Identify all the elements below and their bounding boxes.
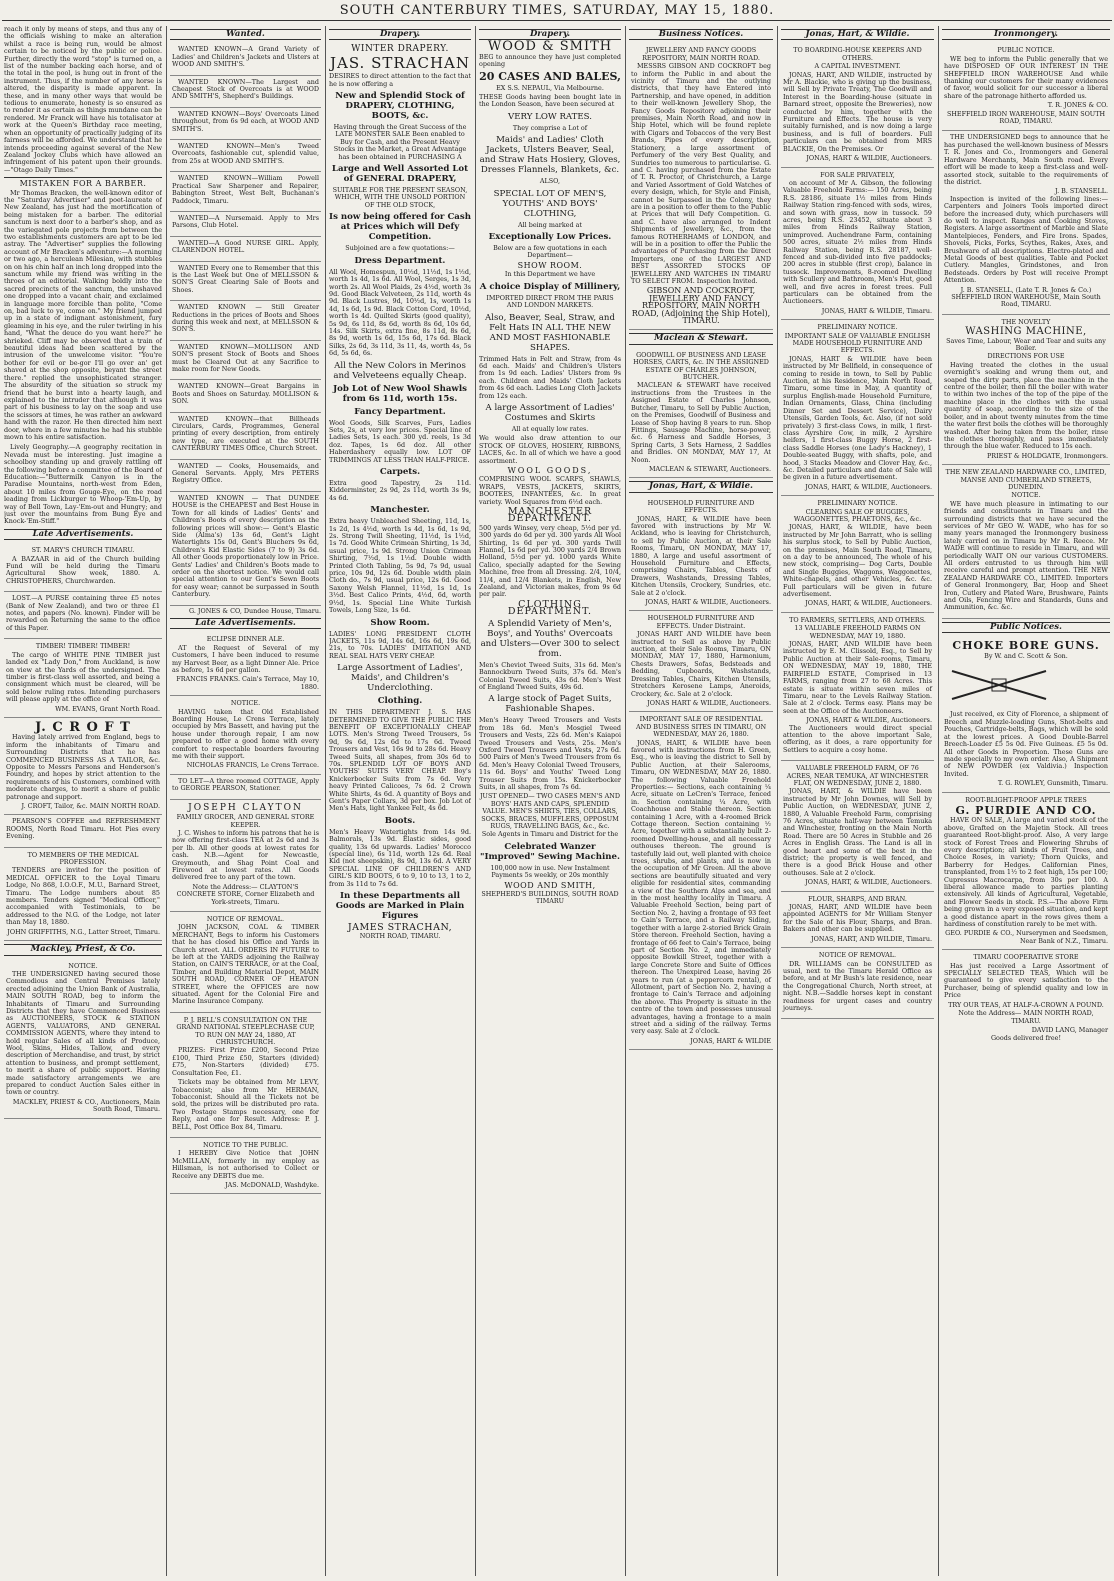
ad-headline: WOOD & SMITH [487, 39, 613, 55]
ad-headline: TRY OUR TEAS, AT HALF-A-CROWN A POUND. [948, 1000, 1104, 1009]
ad-body: WANTED—A Good NURSE GIRL. Apply, CLARENDON HOTEL. [172, 238, 319, 255]
ad-signature: JAS. McDONALD, Washdyke. [225, 1180, 319, 1189]
ad-signature: JONAS, HART, & WILDIE, Auctioneers. [805, 482, 932, 491]
wanted-ad [170, 108, 321, 140]
ad-subtitle: 13 VALUABLE FREEHOLD FARMS ON WEDNESDAY, MAY 19, 1880. [794, 624, 921, 640]
ad-body: JUST OPENED— TWO CASES MEN'S AND BOYS' HATS AND CAPS, SPLENDID VALUE. MEN'S SHIRTS, TIES, COLLARS, SOCKS, BRACES, MUFFLERS, OPPOSUM RUGS, TRAVELLING BAGS, &c., &c. [480, 792, 620, 830]
column-rule [777, 26, 778, 1576]
ad-subtitle: Saves Time, Labour, Wear and Tear and suits any Boiler. [946, 336, 1106, 353]
ad-feature: A large stock of Paget Suits, Fashionable Shapes. [488, 694, 612, 715]
ad-subtitle: FAMILY GROCER, AND GENERAL STORE KEEPER. [176, 813, 315, 829]
ad-title: JEWELLERY AND FANCY GOODS REPOSITORY, MAIN NORTH ROAD. [642, 46, 760, 62]
ad-bazaar [4, 543, 162, 592]
ad-body: TO LET—A three roomed COTTAGE, Apply to GEORGE PEARSON, Stationer. [172, 776, 319, 793]
ad-body: PEARSON'S COFFEE and REFRESHMENT ROOMS, North Road Timaru. Hot Pies every Evening. [6, 817, 160, 841]
ad-feature: Maids' and Ladies' Cloth Jackets, Ulsters Beaver, Seal, and Straw Hats Hosiery, Gloves, Dresses Flannels, Blankets, &c. [479, 135, 621, 176]
ad-removal [781, 948, 934, 1019]
ad-tolet [170, 775, 321, 800]
wanted-ad [170, 212, 321, 237]
ad-signature: JONAS, HART & WILDIE [690, 1036, 771, 1045]
wanted-ad [170, 341, 321, 381]
dept-heading: WOOL GOODS, [507, 465, 593, 475]
ad-signature: J. CROFT, Tailor, &c. MAIN NORTH ROAD. [21, 802, 160, 810]
ad-body: JONAS, HART, & WILDIE have been instructed by Mr John Downes, will Sell by Public Auction, on WEDNESDAY, JUNE 2, 1880, A Valuable Freehold Farm, comprising 76 Acres, situate half-way between Temuka and Winchester, fronting on the Main North Road. There are 50 Acres in Stubble and 26 Acres in English Grass. The Land is all in good heart and some of the best in the district; the property is well fenced, and there is a good Brick House and other outhouses. Sale at 2 o'clock. [783, 787, 932, 877]
ad-body: THE UNDERSIGNED having secured those Commodious and Central Premises lately erected adjoining the Union Bank of Australia, MAIN SOUTH ROAD, beg to inform the Inhabitants of Timaru and Surrounding Districts that they have Commenced Business as AUCTIONEERS, STOCK & STATION AGENTS, VALUATORS, AND GENERAL COMMISSION AGENTS, where they intend to hold regular Sales of all kinds of Produce, Wool, Skins, Hides, Tallow, and every description of Merchandise, and trust, by strict attention to business, and prompt settlement, to merit a share of public support. Having made satisfactory arrangements we are prepared to conduct Auction Sales either in town or country. [6, 969, 160, 1097]
ad-signature: PRIEST & HOLDGATE, Ironmongers. [986, 451, 1108, 460]
column-5 [629, 26, 773, 1576]
ad-title: FLOUR, SHARPS, AND BRAN. [808, 894, 907, 903]
wanted-list [170, 43, 321, 605]
column-rule [475, 26, 476, 1576]
ad-body: LOST.—A PURSE containing three £5 notes (Bank of New Zealand), and two or three £1 notes, and papers (No. known). Finder will be rewarded on Returning the same to the office of this Paper. [6, 594, 160, 632]
masthead: SOUTH CANTERBURY TIMES, SATURDAY, MAY 15, 1880. [339, 3, 775, 18]
dept-heading: Fancy Department. [354, 406, 446, 417]
ad-body: JONAS, HART, AND WILDIE have been appointed AGENTS for Mr William Stenyer for the Sale of his Flour, Sharps, and Bran. Bakers and other can be supplied. [783, 903, 932, 934]
column-1 [4, 26, 162, 1576]
ad-body: JONAS, HART, AND WILDIE, instructed by Mr A. Blackie, who is giving up the business, will Sell by Private Treaty, The Goodwill and Interest in the Boarding-house (situate in Barnard street, opposite the Breweries), now conducted by him, together with the Furniture and Effects. The house is very suitably furnished, and is now doing a large business, and is full of boarders. Full particulars can be obtained from MRS BLACKIE, On the Premises. Or [783, 70, 932, 153]
ad-signature: JOHN GRIFFITHS, N.G., Latter Street, Timaru. [7, 927, 160, 936]
ad-timber [4, 639, 162, 718]
ad-body: SUITABLE FOR THE PRESENT SEASON, WHICH, WITH THE UNSOLD PORTION OF THE OLD STOCK, [332, 186, 468, 209]
ad-body: TENDERS are invited for the position of MEDICAL OFFICER to the Loyal Timaru Lodge, No 868, I.O.O.F., M.U., Barnard Street, Timaru. The Lodge numbers about 85 members. Tenders signed "Medical Officer," accompanied with Testimonials, to be addressed to the N.G. of the Lodge, not later than May 18, 1880. [6, 866, 160, 927]
ad-body: In this Department we have [504, 270, 596, 279]
ad-signature: MACKLEY, PRIEST & CO., Auctioneers, Main South Road, Timaru. [12, 1097, 160, 1114]
ad-signature: WM. EVANS, Grant North Road. [55, 704, 160, 713]
wanted-ad [170, 140, 321, 172]
ad-body: THE UNDERSIGNED begs to announce that he has purchased the well-known business of Messrs T. R. Jones and Co., Ironmongers and General Hardware Merchants, Main South road. Every effort will be made to keep a first-class and well-assorted stock, suitable to the requirements of the district. [944, 133, 1108, 186]
ad-title: IMPORTANT SALE OF VALUABLE ENGLISH MADE HOUSEHOLD FURNITURE AND EFFECTS. [784, 331, 931, 355]
ad-mackley [4, 959, 162, 1119]
masthead-rule [2, 20, 1112, 21]
ad-body: WANTED KNOWN—A Grand Variety of Ladies' and Children's Jackets and Ulsters at WOOD AND SMITH'S. [172, 45, 319, 69]
ad-feature: New and Splendid Stock of DRAPERY, CLOTHING, BOOTS, &c. [335, 91, 465, 122]
ad-body: JONAS HART AND WILDIE have been instructed to Sell as above by Public auction, at their Sale Rooms, Timaru, ON MONDAY, MAY 17, 1880, Harmonium, Chests Drawers, Sofas, Bedsteads and Bedding, Cupboards, Washstands, Dressing Tables, Chairs, Kitchen Utensils, Stretchers Kerosene Lamps, Aneroids, Crockery, &c. Sale at 2 o'clock. [631, 630, 771, 698]
column-rule [938, 26, 939, 1576]
section-header: Mackley, Priest, & Co. [4, 944, 162, 955]
ad-title: TIMARU COOPERATIVE STORE [973, 953, 1079, 962]
ad-body: All at equally low rates. [511, 424, 589, 433]
ad-title: ROOT-BLIGHT-PROOF APPLE TREES [965, 795, 1087, 804]
wanted-ad [170, 380, 321, 412]
ad-address: SHEFFIELD IRON WAREHOUSE, MAIN SOUTH ROAD, TIMARU. [946, 109, 1106, 126]
ad-body: All Wool, Homespun, 10½d, 11½d, 1s 1½d, worth 1s 4d, 1s 6d. All Wool, Serges, 1s 3d, worth 2s. All Wool Plaids, 2s 4½d, worth 3s 9d. Good Black Velveteen, 2s 11d, worth 4s 9d. Black Lustres, 9d, 10½d, 1s, worth 1s 4d, 1s 6d, 1s 9d. Black Cotton Cord, 10½d, worth 1s 4d. Quilted Skirts (good quality), 5s 9d, 6s 11d, 8s 6d, worth 8s 6d, 10s 6d, 14s. Silk Skirts, extra fine, 8s 11d, 8s 6d, 8s 9d, worth 1s 6d, 15s 6d, 17s 6d. Black Silks, 2s 6d, 3s 11d, 3s 11, 4s, worth 4s, 5s 6d, 5s 6d, 6s. [329, 267, 471, 358]
ad-signature: JAMES STRACHAN, [347, 922, 453, 934]
dept-heading: Carpets. [379, 467, 421, 477]
ad-address: Note the Address— MAIN NORTH ROAD, TIMARU. [958, 1009, 1094, 1025]
ad-feature: Is now being offered for Cash at Prices which will Defy Competition. [329, 212, 471, 243]
dept-heading: Dress Department. [354, 255, 446, 266]
ad-body: Having lately arrived from England, begs to inform the inhabitants of Timaru and Surrounding Districts that he has COMMENCED BUSINESS AS A TAILOR, &c. Opposite to Messrs Parsons and Henderson's Foundry, and hopes by strict attention to the requirements of his Customers, combined with moderate charges, to merit a share of public patronage and support. [6, 733, 160, 801]
ad-headline: JAS. STRACHAN [329, 53, 471, 72]
ad-guns [942, 636, 1110, 792]
ad-address: NORTH ROAD, TIMARU. [359, 932, 441, 941]
ad-address: J. B. STANSELL, (Late T. R. Jones & Co.) SHEFFIELD IRON WAREHOUSE, Main South Road, TIMARU. [951, 285, 1101, 309]
ad-body: COMPRISING WOOL SCARFS, SHAWLS, WRAPS, VESTS, JACKETS, SKIRTS, BOOTEES, INFANTEES, &c. In great variety. Wool Squares from 6½d each. [479, 475, 621, 506]
dept-heading: SHOW ROOM. [517, 260, 583, 270]
ad-body: AT the Request of Several of my Customers, I have been induced to resume my Harvest Beer, as a light Dinner Ale. Price as before, 1s 6d per gallon. [172, 643, 319, 674]
ad-body: Trimmed Hats in Felt and Straw, from 4s 6d each. Maids' and Children's Ulsters from 1s 9d each. Ladies' Ulsters from 9s each. Children and Maids' Cloth Jackets from 4s 6d each. Ladies Long Cloth Jackets from 12s each. [479, 354, 621, 400]
ad-body: WANTED KNOWN—that Billheads Circulars, Cards, Programmes, General printing of every description, from entirely new type, are executed at the SOUTH CANTERBURY TIMES Office, Church Street. [172, 414, 319, 453]
ad-signature: JONAS, HART & WILDIE, Auctioneers. [645, 598, 771, 607]
ad-headline: J. C R O F T [35, 719, 131, 735]
ad-title: P. J. BELL'S CONSULTATION ON THE GRAND NATIONAL STEEPLECHASE CUP, TO RUN ON MAY 24, 1880, AT CHRISTCHURCH. [176, 1015, 315, 1047]
column-7 [942, 26, 1110, 1576]
ad-body: All being marked at [518, 220, 582, 229]
ad-body: HAVE ON SALE, A large and varied stock of the above, Grafted on the Majetin Stock. All trees guaranteed Root-blight-proof. Also, A very large stock of Forest Trees and Flowering Shrubs of every description; all kinds of Fruit Trees, and Choice Roses, in variety; Thorn Quicks, and Barberry for Hedges. Californian Pines, transplanted, from 1½ to 2 feet high, 15s per 100; Cupressus Macrocarpa, from 30s per 100. A liberal allowance made to parties planting extensively. All kinds of Agricultural, Vegetable, and Flower Seeds in stock. P.S.—The above Firm being grown in a very exposed situation, and kept a good distance apart in the rows gives them a hardiness of constitution rarely to be met with. [944, 816, 1108, 929]
dept-heading: Boots. [384, 815, 416, 826]
wanted-ad [170, 237, 321, 262]
ad-body: Having through the Great Success of the LATE MONSTER SALE Been enabled to Buy for Cash, and the Present Heavy Stocks in the Market, a Great Advantage has been obtained in PURCHASING A [333, 123, 467, 161]
ad-body: DR. WILLIAMS can be CONSULTED as usual, next to the Timaru Herald Office as before, and at Mr Bush's late residence, near the Congregational Church, North street, at night. N.B.—Saddle horses kept in constant readiness for urgent cases and country journeys. [783, 959, 932, 1012]
ad-title: NOTICE. [68, 961, 98, 970]
column-3 [329, 26, 471, 1576]
dept-heading: Clothing. [377, 696, 423, 707]
ad-headline: JOSEPH CLAYTON [188, 802, 303, 813]
ad-title: TIMBER! TIMBER! TIMBER! [35, 642, 131, 651]
ad-feature: Job Lot of New Wool Shawls from 6s 11d, worth 15s. [333, 383, 467, 404]
section-header: Jonas, Hart, & Wildie. [781, 29, 934, 40]
section-header: Drapery. [329, 29, 471, 40]
ad-headline: WASHING MACHINE, [965, 326, 1087, 338]
section-header: Public Notices. [942, 622, 1110, 633]
ad-english-furniture [781, 320, 934, 496]
ad-title: TO BOARDING-HOUSE KEEPERS AND OTHERS. [793, 46, 922, 62]
ad-title: ST. MARY'S CHURCH TIMARU. [31, 546, 135, 555]
ad-croft [4, 718, 162, 815]
ad-address: Note the Address:— CLAYTON'S CONCRETE STORE, Corner Elizabeth and York-streets, Timaru. [176, 882, 315, 906]
ad-signature: GIBSON AND COCKROFT, JEWELLERY AND FANCY REPOSITORY, MAIN NORTH ROAD, (Adjoining the Ship Hotel), TIMARU. [631, 286, 771, 326]
ad-address: SHEPHERD'S BUILDINGS, SOUTH ROAD TIMARU [481, 890, 619, 906]
ad-body: Having treated the clothes in the usual overnight's soaking and wrung them out, and soaped the dirty parts, place the machine in the centre of the boiler, then fill the boiler with water to within two inches of the top of the pipe of the machine place in the clothes with the usual quantity of soap, according to the size of the boiler, and in about twenty minutes from the time the water first boils the clothes will be thoroughly washed. After being taken from the boiler, rinse the clothes thoroughly, and pass immediately through the blue water. Reduced to 15s each. [944, 360, 1108, 451]
ad-signature: DAVID LANG, Manager [1031, 1025, 1108, 1034]
ad-jackson [170, 912, 321, 1013]
ad-signature: WOOD AND SMITH, [504, 880, 596, 890]
ad-feature: In these Departments all Goods are Marked in Plain Figures [335, 891, 465, 922]
ad-flour [781, 892, 934, 948]
ad-body: WANTED KNOWN—Boys' Overcoats Lined throughout, from 6s 9d each, at WOOD AND SMITH'S. [172, 109, 319, 133]
ad-body: WANTED KNOWN — Still Greater Reductions in the prices of Boots and Shoes during this week and next, at MELLSSON & SON'S. [172, 303, 319, 334]
ad-signature: G. JONES & CO, Dundee House, Timaru. [188, 606, 321, 615]
ad-title: WINTER DRAPERY. [351, 44, 449, 55]
section-header: Drapery. [479, 29, 621, 40]
section-header: Ironmongery. [942, 29, 1110, 40]
ad-title: THE NEW ZEALAND HARDWARE CO., LIMITED, MANSE AND CUMBERLAND STREETS, DUNEDIN. [945, 468, 1107, 491]
ad-note: Goods delivered free! [990, 1034, 1062, 1043]
ad-prizes: PRIZES: First Prize £200, Second Prize £100, Third Prize £50, Starters (divided) £75, Non-Starters (divided) £75. Consultation Fee, £1. [172, 1046, 319, 1077]
ad-stansell [942, 131, 1110, 314]
ad-goodwill [629, 348, 773, 479]
ad-body: Tickets may be obtained from Mr LEVY, Tobacconist; also from Mr HERMAN, Tobacconist. Should all the Tickets not be sold, the prizes will be distributed pro rata. Two Postage Stamps necessary, one for Reply, and one for Result. Address: P. J. BELL, Post Office Box 84, Timaru. [172, 1078, 319, 1131]
article-body: Mr Thomas Bracken, the well-known editor of the "Saturday Advertiser" and poet-laureate of New Zealand, has just had the mortification of being mistaken for a barber. The editorial sanctum is next door to a barber's shop, and as the variegated pole projects from between the two establishments customers are apt to be led astray. The "Advertiser" supplies the following account of Mr Bracken's adventure:—A morning or two ago, a herculean Milesian, with stubbles on on his chin half an inch long dropped into the sanctum while my friend was writing in the throes of an editorial. Walking boldly into the sacred precincts of the sanctum, the unshaved one dropped into a vacant chair, and exclaimed in language more forcible than polite, "Come on, bad luck to ye, come on." My friend jumped up in a state of indignant astonishment, fury gleaming in his eye, and the ruler twirling in his hand, "What the deuce do you want here?" he shrieked. Cliff may be observed that a train of beautiful ideas had been scattered by the intrusion of the unwelcome visitor. "You're bother for evil or be-gor I'll go over an' get shaved at the shop opposite, beyant the street there." replied the unsophisticated stranger. The absurdity of the situation so struck my friend that he burst into a hearty laugh, and explained to the intruder that although it was part of his business to lay on the soap and use the scissors at times, he was rather an awkward hand with the razor. He then directed him next door, where in a few minutes he had his stubble mown to his entire satisfaction. [4, 188, 162, 441]
ad-label: NOTICE. [1011, 491, 1041, 500]
ad-body: Below are a few quotations in each Department— [493, 244, 607, 260]
ad-feature: A large Assortment of Ladies' Costumes and Skirts [485, 402, 615, 423]
section-header: Maclean & Stewart. [629, 333, 773, 344]
ad-body: LADIES' LONG PRESIDENT CLOTH JACKETS, 11s 9d, 14s 6d, 16s 6d, 19s 6d, 21s, to 70s. LADIES' IMITATION AND REAL SEAL HATS VERY CHEAP. [329, 629, 471, 660]
ad-body: JONAS, HART, & WILDIE, have been instructed by Mr John Barratt, who is selling his surplus stock, to Sell by Public Auction, on the premises, Main South Road, Timaru, on a day to be announced, The whole of his new stock, comprising— Dog Carts, Double and Single Buggies, Waggons, Waggonettes, White-chapels, and other Vehicles, &c. &c. Full particulars will be given in future advertisement. [783, 523, 932, 599]
ad-body: Men's Heavy Watertights from 14s 9d. Balmorals, 13s 9d. Elastic sides, good quality, 13s 6d upwards. Ladies' Morocco (special line), 6s 11d, worth 12s 6d. Real Kid (not sheepskin), 8s 9d, 13s 6d. A VERY SPECIAL LINE OF CHILDREN'S AND GIRL'S KID BOOTS, 6 to 9, 10 to 13, 1 to 2, from 3s 11d to 7s 6d. [329, 827, 471, 888]
ad-body: WANTED KNOWN — That DUNDEE HOUSE is the CHEAPEST and Best House in Town for all kinds of Ladies' Gents' and Children's Boots of every description as the following prices will show:— Gent's Elastic Side (Alma's) 13s 6d, Gent's Light Watertights 15s 0d, Gent's Bluchers 9s 6d, Children's Kid Elastic Sides (7 to 9) 3s 6d. All other Goods proportionately low in Price. Gents' Ladies' and Children's Boots made to order on the shortest notice. We would call special attention to our Gent's Sewn Boots for easy wear; cannot be surpassed in South Canterbury. [172, 493, 319, 599]
ad-note: The Auctioneers would direct special attention to the above important Sale, offering, as it does, a rare opportunity for Settlers to acquire a cosy home. [783, 723, 932, 754]
ad-signature: JONAS, HART & WILDIE, Auctioneers. [806, 154, 932, 163]
ad-feature: Large and Well Assorted Lot of GENERAL DRAPERY, [331, 164, 469, 185]
column-rule [625, 26, 626, 1576]
ad-washing-machine [942, 315, 1110, 465]
ad-body: WANTED — Cooks, Housemaids, and General Servants. Apply, Mrs PETERS Registry Office. [172, 461, 319, 485]
ad-gibson [629, 43, 773, 330]
ad-body: They comprise a Lot of [512, 123, 588, 132]
wanted-ad [170, 460, 321, 492]
ad-feature: Exceptionally Low Prices. [488, 232, 612, 243]
article-headline: MISTAKEN FOR A BARBER. [4, 177, 162, 187]
ad-signature: JONAS, HART, & WILDIE, Auctioneers. [805, 599, 932, 608]
ad-signature: JONAS, HART & WILDIE, Timaru. [821, 306, 932, 315]
ad-signature: JONAS HART & WILDIE, Auctioneers. [647, 698, 771, 707]
column-rule [166, 26, 167, 1576]
column-4 [479, 26, 621, 1576]
ad-signature: FRANCIS FRANKS. Cain's Terrace, May 10, 1880. [176, 675, 319, 691]
ad-body: IMPORTED DIRECT FROM THE PARIS AND LONDON MARKETS. [486, 293, 614, 310]
ad-headline: CHOKE BORE GUNS. [952, 639, 1100, 653]
ad-body: JOHN JACKSON, COAL & TIMBER MERCHANT, Begs to inform his Customers that he has closed his Office and Yards in Church street. ALL ORDERS IN FUTURE to be left at the YARDS adjoining the Railway Station, on CAIN'S TERRACE, or at the Coal, Timber, and Building Material Depot, MAIN SOUTH ROAD, CORNER OF HEATON STREET, where the OFFICES are now situated. Agent for the Colonial Fire and Marine Insurance Company. [172, 923, 319, 1006]
wanted-ad [170, 413, 321, 460]
wanted-ad [170, 172, 321, 212]
ad-body: WE have much pleasure in intimating to our friends and constituents in Timaru and the surrounding districts that we have secured the services of Mr GEO W. WADE, who has for so many years managed the Ironmongery business lately carried on in Timaru by Mr R. Reece. Mr WADE will continue to reside in Timaru, and will periodically WAIT ON our various CUSTOMERS. All orders entrusted to us through him will receive careful and prompt attention. THE NEW ZEALAND HARDWARE CO., LIMITED. Importers of General Ironmongery, Bar, Hoop and Sheet Iron, Cutlery and Plated Ware, Brushware, Paints and Oils, Fencing Wire and Standards, Guns and Ammunition, &c. &c. [944, 499, 1108, 612]
ad-body: Extra good Tapestry, 2s 11d. Kidderminster, 2s 9d, 2s 11d, worth 3s 9s, 4s 6d. [329, 479, 471, 502]
ad-title: TO FARMERS, SETTLERS, AND OTHERS. [789, 615, 926, 624]
ad-title: THE NOVELTY [1001, 317, 1051, 326]
ad-body: Extra heavy Unbleached Sheeting, 11d, 1s, 1s 2d, 1s 4½d, worth 1s 4d, 1s 6d, 1s 9d, 2s. Strong Twill Sheeting, 11½d, 1s 1½d, 1s 7d. Good White Crimean Shirting, 1s 3d, usual price, 1s 9d. Strong Union Crimean Shirting, 7½d, 1s 1½d. Double width Printed Cloth Tabling, 5s 9d, 7s 9d, usual price, 10s 9d, 12s 6d. Double width plain Cloth do., 7s 9d, usual price, 12s 6d. Good Saxony Welsh Flannel, 11½d, 1s 1d, 1s 3½d. Best Calico Prints, 4½d, 6d, worth 9½d, 1s. Special Line White Turkish Towels, Long Size, 1s 6d. [329, 517, 471, 615]
wanted-ad [170, 492, 321, 606]
ad-body: JONAS, HART, & WILDIE have been favored with instructions by Mr W. Ackland, who is leaving for Christchurch, to sell by Public Auction, at their Sale Rooms, Timaru, ON MONDAY, MAY 17, 1880, A large and useful assortment of Household Furniture and Effects, comprising Chairs, Tables, Chests of Drawers, Washstands, Dressing Tables, Kitchen Utensils, Crockery, Sundries, etc. Sale at 2 o'clock. [631, 514, 771, 597]
ad-body: Men's Heavy Tweed Trousers and Vests from 18s 6d. Men's Mosgiel Tweed Trousers and Vests, 22s 6d. Men's Kaiapoi Tweed Trousers and Vests, 25s. Men's Oxford Tweed Trousers and Vests, 27s 6d. 500 Pairs of Men's Tweed Trousers from 6s 6d. Men's Heavy Colonial Tweed Trousers, 11s 6d. Boys' and Youths' Tweed Long Trouser Suits from 15s. Knickerbocker Suits, in all shapes, from 7s 6d. [479, 716, 621, 791]
ad-signature: GEO. PURDIE & CO., Nurserymen and Seedsmen, Near Bank of N.Z., Timaru. [945, 929, 1108, 945]
section-header: Wanted. [170, 29, 321, 40]
section-header: Late Advertisements. [4, 529, 162, 540]
ad-title: DIRECTIONS FOR USE [987, 352, 1065, 361]
ad-body: J. C. Wishes to inform his patrons that he is now offering first-class TEA at 2s 6d and 3s per lb. All other goods at lowest rates for cash. N.B.—Agent for Newcastle, Greymouth, and Shag Point Coal and Firewood at lowest rates. All Goods delivered free to any part of the town. [172, 828, 319, 882]
ad-subtitle: By W. and C. Scott & Son. [984, 651, 1068, 660]
ad-purdie [942, 793, 1110, 951]
ad-feature: A choice Display of Millinery, [479, 281, 621, 292]
ad-body: JONAS, HART, AND WILDIE have been instructed by E. M. Clissold, Esq., to Sell by Public Auction at their Sale-rooms, Timaru, ON WEDNESDAY, MAY 19, 1880, THE FAIRFIELD ESTATE, Comprised in 13 FARMS, ranging from 27 to 68 Acres. This estate is situate within seven miles of Timaru, near to the Levels Railway Station. Sale at 2 o'clock. Terms easy. Plans may be seen at the Office of the Auctioneers. [783, 640, 932, 715]
dept-heading: MANCHESTER DEPARTMENT. [507, 506, 593, 525]
ad-feature: A Splendid Variety of Men's, Boys', and Youths' Overcoats and Ulsters—Over 300 to select from. [480, 618, 620, 659]
ad-feature: Large Assortment of Ladies', Maids', and Children's Underclothing. [337, 663, 463, 694]
ad-body: We would also draw attention to our STOCK OF GLOVES, HOSIERY, RIBBONS, LACES, &c. In all of which we have a good assortment. [479, 434, 621, 465]
ad-notice [170, 696, 321, 775]
ad-body: on account of Mr A. Gibson, the following Valuable Freehold Farms:— 150 Acres, being R.S. 28186, situate 1½ miles from Hinds Railway Station ring-fenced with sods, wires, and sown with grass, now in tussock. 59 acres, being R.S. 23452, situate about 3 miles from Hinds Railway Station, unimproved. Auchendrane Farm, containing 500 acres, situate 2½ miles from Hinds Railway Station, being R.S. 28187, well-fenced and sub-divided into five paddocks; 200 acres in stubble (first crop), balance in tussock. Improvements, 8-roomed Dwelling with Scullery and Bathroom, Men's Hut, good well, and five acres in forest trees. Full particulars can be obtained from the Auctioneers. [783, 178, 932, 306]
ad-body: 500 yards Winsey, very cheap, 5½d per yd. 300 yards do 6d per yd. 300 yards All Wool Shirting, 1s 6d per yd. 300 yards Twill Flannel, 1s 6d per yd. 300 yards 2/4 Brown Holland, 5½d per yd. 1000 yards White Calico, specially adapted for the Sewing Machine, free from all Dressing. 2/4, 10/4, 11/4, and 12/4 Blankets, in English, New Zealand, and Victorian makes, from 9s 6d per pair. [479, 523, 621, 599]
dept-heading: CLOTHING DEPARTMENT. [507, 598, 593, 618]
wanted-ad [170, 262, 321, 302]
ad-label: PRELIMINARY NOTICE. [817, 323, 898, 332]
ad-body: WANTED KNOWN—MOLLISON AND SON'S present Stock of Boots and Shoes must be Cleared Out at any Sacrifice to make room for New Goods. [172, 342, 319, 373]
ad-household [629, 496, 773, 612]
ad-body: WANTED Every one to Remember that this is the Last Week but One of MELLSSON & SON'S Great Clearing Sale of Boots and Shoes. [172, 263, 319, 294]
ad-public-notice [942, 43, 1110, 131]
ad-title: NOTICE TO THE PUBLIC. [203, 1140, 288, 1149]
ad-body: WE beg to inform the Public generally that we have DISPOSED OF OUR INTEREST IN THE SHEFFIELD IRON WAREHOUSE And while thanking our customers for their many evidences of favor, would solicit for our successor a liberal share of the patronage hitherto afforded us. [944, 54, 1108, 100]
ad-farms [781, 613, 934, 761]
ad-signature: NICHOLAS FRANCIS, Le Crens Terrace. [186, 761, 319, 770]
ad-body: HAVING taken that Old Established Boarding House, Le Crens Terrace, lately occupied by Mrs Bassett, and having put the house under thorough repair, I am now prepared to offer a good home with every comfort to respectable boarders favouring me with their support. [172, 707, 319, 761]
ad-body: JONAS, HART & WILDIE have been instructed by Mr Bellfield, in consequence of coming to reside in town, to Sell by Public Auction, at his Residence, Main North Road, Timaru, some time in May, A quantity of surplus English-made Household Furniture, Indian Ornaments, Glass, China (including Dinner Set and Dessert Service), Dairy Utensils, Garden Tools, &c. Also, (if not sold privately) 3 first-class Cows, in milk, 1 first-class Ayrshire Cow, in milk, 2 Ayrshire heifers, 1 first-class Buggy Horse, 2 first-class Saddle Horses (one Lady's Hackney), 1 Double-seated Buggy, with shafts, pole, and hood, 3 Stacks Meadow and Clover Hay, &c., &c. Detailed particulars and date of Sale will be given in a future advertisement. [783, 354, 932, 482]
ad-eclipse [170, 632, 321, 696]
ad-title: HOUSEHOLD FURNITURE AND EFFECTS. Under Distraint. [647, 614, 755, 630]
ad-signature: JONAS, HART & WILDIE, Auctioneers. [806, 716, 932, 725]
ad-body: Inspection is invited of the following lines:— Carpenters and Joiners Tools imported direct before the increased duty, which purchasers will do well to inspect. Ranges and Cooking Stoves, Registers. A large assortment of Marble and Slate Mantelpieces, Fenders, and Fire Irons. Spades, Shovels, Picks, Forks, Scythes, Rakes, Axes, and Brushware of all descriptions. Electro-plated and Metal Goods of best qualities, Table and Pocket Cutlery. Mangles, Grindstones, and Iron Bedsteads. Orders by Post will receive Prompt Attention. [944, 194, 1108, 285]
ad-body: Has just received a Large Assortment of SPECIALLY SELECTED TEAS, Which will be guaranteed to give every satisfaction to the Purchaser, being of splendid quality and low in Price [944, 961, 1108, 1000]
ad-body: I HEREBY Give Notice that JOHN McMILLAN, formerly in my employ as Hillsman, is not authorised to Collect or Receive any DEBTS due me. [172, 1149, 319, 1180]
ad-bell [170, 1013, 321, 1138]
article-paragraph: reach it only by means of steps, and thus any of the officials wishing to make an alteration whilst a race is being run, would be almost certain to be noticed by the public or police. Further, directly the word "stop" is turned on, a list of the number backing each horse, and of the total in the pool, is hung out in front of the instrument. Thus, if the number of any horse is altered, the disparity is made apparent. In these, and in many other ways that would be tedious to enumerate, honesty is so ensured as to render it as certain as things mundane can be rendered. Mr Franck will have his totalisator at work at the Queen's Birthday race meeting, when an opportunity of practically judging of its fairness will be afforded. We understand that he intends proceeding against several of the New Zealand Jockey Clubs which have allowed an infringement of his patent upon their grounds.—"Otago Daily Times." [4, 26, 162, 174]
ad-body: WANTED KNOWN—William Powell Practical Saw Sharpener and Repairer, Babington Street, West Belt, Buchanan's Paddock, Timaru. [172, 174, 319, 205]
ad-title: FOR SALE PRIVATELY, [820, 170, 895, 179]
ad-title: PUBLIC NOTICE. [997, 46, 1055, 55]
wanted-ad [170, 76, 321, 108]
ad-subtitle: A CAPITAL INVESTMENT. [814, 62, 901, 71]
ad-feature: 20 CASES AND BALES, [479, 69, 621, 83]
ad-title: IMPORTANT SALE OF RESIDENTIAL AND BUSINESS SITES IN TIMARU, ON WEDNESDAY, MAY 26, 1880. [635, 715, 767, 739]
ad-feature: VERY LOW RATES. [508, 111, 592, 122]
ad-body: THESE Goods having been bought late in the London Season, have been secured at [479, 93, 621, 109]
ad-body: Men's Cheviot Tweed Suits, 31s 6d. Men's Bannockburn Tweed Suits, 37s 6d. Men's Colonial Tweed Suits, 43s 6d. Men's West of England Tweed Suits, 49s 6d. [479, 660, 621, 691]
ad-body: WANTED—A Nursemaid. Apply to Mrs Parsons, Club Hotel. [172, 213, 319, 230]
ad-headline: G. PURDIE AND CO. [955, 803, 1097, 817]
ad-body: JONAS, HART, & WILDIE have been favored with instructions from H. Green, Esq., who is leaving the district to Sell by Public Auction, at their Salerooms, Timaru, ON WEDNESDAY, MAY 26, 1880. The following Valuable Freehold Properties:— Sections, each containing ¼ Acre, situate on LeCren's Terrace, fenced in. Section containing ¼ Acre, with Coachhouse and Stable thereon. Section containing 1 Acre, with a 4-roomed Brick Cottage thereon. Section containing ½ Acre, together with a substantially built 2-roomed Dwelling-house, and all necessary outhouses thereon. The ground is tastefully laid out, well planted with choice trees, shrubs, and plants, and is now in the occupation of Mr Green. All the above sections are beautifully situated and very eligible for residential sites, commanding a view of the Southern Alps and sea, and in the most healthy locality in Timaru. A Valuable Freehold Section, being part of Section No. 2, having a frontage of 93 feet to Cain's Terrace, and a Railway Siding, together with a large 2-storied Brick Grain Store thereon. Freehold Section, having a frontage of 66 feet to Cain's Terrace, being part of Section No. 2, and immediately opposite Bowkill Street, together with a large Concrete Store and Suite of Offices thereon. The Unexpired Lease, having 26 years to run (at a peppercorn rental), of Allotment, part of Section No. 2, having a frontage to Cain's Terrace and adjoining the above. This Property is situate in the centre of the town and possesses unusual advantages, having a frontage to a main street and a siding of the railway. Terms very easy. Sale at 2 o'clock. [631, 738, 771, 1036]
column-2 [170, 26, 321, 1576]
ad-label: PRELIMINARY NOTICE. [817, 499, 898, 508]
ad-boarding [781, 43, 934, 167]
wanted-ad [170, 301, 321, 341]
ad-pearson [4, 815, 162, 847]
ad-body: MACLEAN & STEWART have received instructions from the Trustees in the Assigned Estate of Charles Johnson, Butcher, Timaru, to Sell by Public Auction, on the Premises, Goodwill of Business and Lease of Shop having 8 years to run. Shop Fittings, Sausage Machine, horse-power, &c. 6 Harness and Saddle Horses, 3 Spring Carts, 3 Sets Harness, 2 Saddles and Bridles. ON MONDAY, MAY 17, At Noon. [631, 381, 771, 464]
dept-heading: Manchester. [370, 505, 430, 516]
section-header: Jonas, Hart, & Wildie. [629, 481, 773, 492]
ad-body: WANTED KNOWN—The Largest and Cheapest Stock of Overcoats is at WOOD AND SMITH'S, Shepherd's Buildings. [172, 77, 319, 101]
ad-body: WANTED KNOWN—Men's Tweed Overcoats, fashionable cut, splendid value, from 25s at WOOD AND SMITH'S. [172, 142, 319, 165]
ad-signature: T. G. ROWLEY, Gunsmith, Timaru. [997, 779, 1108, 788]
ad-body: A BAZAAR in aid of the Church building Fund will be held during the Timaru Agricultural Show week, 1880. A. CHRISTOPHERS, Churchwarden. [6, 554, 160, 585]
ad-body: Subjoined are a few quotations:— [345, 244, 455, 253]
ad-residential [629, 712, 773, 1050]
ad-medical [4, 848, 162, 941]
ad-signature: MACLEAN & STEWART, Auctioneers. [649, 464, 771, 473]
ad-title: NOTICE OF REMOVAL. [818, 951, 897, 960]
ad-signature: J. B. STANSELL. [1055, 187, 1108, 196]
ad-body: Wool Goods, Silk Scarves, Furs, Ladies Sets, 2s, at very low prices. Special line of Ladies Sets, 1s each. 300 yd. reels, 1s 3d doz. Tapes, 1s 6d doz. All other Haberdashery equally low. LOT OF TRIMMINGS AT LESS THAN HALF-PRICE. [329, 418, 471, 464]
ad-feature: All the New Colors in Merinos and Velveteens equally Cheap. [333, 360, 467, 381]
ad-lost [4, 592, 162, 639]
ad-title: ECLIPSE DINNER ALE. [206, 635, 285, 644]
ad-signature: JONAS, HART, AND WILDIE, Timaru. [811, 934, 932, 943]
article-body: Lively Geography.—A geography recitation in Nevada must be interesting. Just imagine a schoolboy standing up and gravely rattling off the following before a committee of the Board of Education:—"Buttermilk Canyon is in the Paradise Mountains, north-west from Eden, about 10 miles from Gouge-Eye, on the road leading from Lickburger to Whoop-'Em-Up, by way of Bell Town, Lay-'Em-out and Hungry; and just over the mountains from Bung Eye and Knock-'Em-Stiff." [4, 443, 162, 526]
ad-body: 100,000 now in use. New Instalment Payments 5s weekly, or 20s monthly [490, 863, 610, 880]
ad-buggies [781, 496, 934, 613]
ad-body: IN THIS DEPARTMENT J. S. HAS DETERMINED TO GIVE THE PUBLIC THE BENEFIT OF EXCEPTIONALLY CHEAP LOTS. Men's Strong Tweed Trousers, 5s 9d, 9s 6d, 12s 6d to 17s 6d. Tweed Trousers and Vest, 16s 9d to 28s 6d. Heavy Tweed Suits, all shapes, from 30s 6d to 70s. SPLENDID LOT OF BOYS AND YOUTHS' SUITS VERY CHEAP. Boy's Knickerbocker Suits from 7s 6d. Very heavy Printed Calicoes, 7s 6d. 2 Crown White Shirts, 4s 6d. A quantity of Boys and Gent's Paper Collars, 3d per box. Job Lot of Men's Hats, light Yankee Felt, 4s 6d. [329, 708, 471, 813]
ad-signature: JONAS, HART, & WILDIE, Auctioneers. [805, 878, 932, 887]
ad-body: WANTED KNOWN—Great Bargains in Boots and Shoes on Saturday. MOLLISON & SON. [172, 382, 319, 406]
ad-body: ALSO, [539, 177, 561, 186]
ad-body: EX S.S. NEPAUL, Via Melbourne. [496, 83, 604, 92]
ad-signature: T. R. JONES & CO. [1047, 101, 1108, 110]
column-6 [781, 26, 934, 1576]
ad-feature: Celebrated Wanzer "Improved" Sewing Machine. [480, 841, 620, 862]
ad-freehold-farm [781, 761, 934, 892]
ad-title: GOODWILL OF BUSINESS AND LEASE HORSES, CARTS, &c. IN THE ASSIGNED ESTATE OF CHARLES JOHNSON, BUTCHER. [633, 350, 769, 382]
column-rule [325, 26, 326, 1576]
ad-title: NOTICE OF REMOVAL. [206, 914, 285, 923]
ad-feature: Also, Beaver, Seal, Straw, and Felt Hats IN ALL THE NEW AND MOST FASHIONABLE SHAPES. [485, 312, 615, 353]
ad-title: VALUABLE FREEHOLD FARM, OF 76 ACRES, NEAR TEMUKA, AT WINCHESTER FLAT, ON WEDNESDAY, JUNE 2, 1880. [786, 764, 929, 787]
gun-illustration-icon [944, 665, 1054, 705]
ad-feature: SPECIAL LOT OF MEN'S, YOUTHS' AND BOYS' CLOTHING, [493, 188, 607, 219]
ad-body: Just received, ex City of Florence, a shipment of Breech and Muzzle-loading Guns, Shot-belts and Pouches, Cartridge-belts, Bags, which will be sold at the lowest prices. A Good Double-Barrel Breech-Loader £5 5s 0d. Five Guineas. £5 5s 0d. All other Goods in Proportion. These Guns are made specially to my own order. Also, A Shipment of NEW POWDER (ex Valdivia.) Inspection Invited. [944, 710, 1108, 778]
ad-title: NOTICE. [230, 699, 261, 708]
ad-title: TO MEMBERS OF THE MEDICAL PROFESSION. [27, 850, 139, 867]
ad-body: DESIRES to direct attention to the fact that he is now offering a [329, 72, 471, 88]
section-header: Business Notices. [629, 29, 773, 40]
ad-nz-hardware [942, 465, 1110, 619]
ad-title: CLEARING SALE OF BUGGIES, WAGGONETTES, PHAETONS, &c., &c. [793, 507, 922, 523]
ad-body: MESSRS GIBSON AND COCKROFT beg to inform the Public in and about the vicinity of Timaru and the outlying districts, that they have Entered into Partnership, and have opened, in addition to their well-known Jewellery Shop, the Fancy Goods Repository adjoining their premises, Main North Road, and now in Ship Hotel, which will be found replete with Cigars and Tobaccos of the very Best Brands, Pipes of every description, Stationery, a large assortment of Perfumery of the very Best Quality, and Sundries too numerous to particularise. G. and C. having purchased from the Estate of T. R. Proctor, of Christchurch, a Large and Varied Assortment of Gold Watches of every design, which, for Style and Finish, cannot be Surpassed in the Colony, they are in a position to offer them to the Public at Prices that will Defy Competition. G. and C. have also arranged to Indent Shipments of Jewellery, &c., from the famous ROTHERHAMS of LONDON, and will be in a position to offer the Public the advantages of Purchasing from the Direct Importers, one of the LARGEST AND BEST ASSORTED STOCKS OF JEWELLERY AND WATCHES IN TIMARU TO SELECT FROM. Inspection Invited. [631, 62, 771, 285]
section-header: Late Advertisements. [170, 618, 321, 629]
wanted-ad [170, 43, 321, 75]
dept-heading: Show Room. [370, 617, 430, 628]
ad-body: Sole Agents in Timaru and District for the [481, 830, 619, 839]
ad-clayton [170, 800, 321, 912]
ad-body: BEG to announce they have just completed opening [479, 52, 621, 69]
ad-household-2 [629, 611, 773, 712]
ad-cooperative [942, 950, 1110, 1047]
ad-for-sale [781, 168, 934, 321]
ad-title: HOUSEHOLD FURNITURE AND EFFECTS. [647, 498, 755, 515]
ad-body: The cargo of WHITE PINE TIMBER just landed ex "Lady Don," from Auckland, is now on view at the Yards of the undersigned. The timber is first-class well assorted, and being a consignment which must be cleared, will be sold below ruling rates. Intending purchasers will please apply at the office of [6, 650, 160, 704]
ad-public [170, 1138, 321, 1194]
